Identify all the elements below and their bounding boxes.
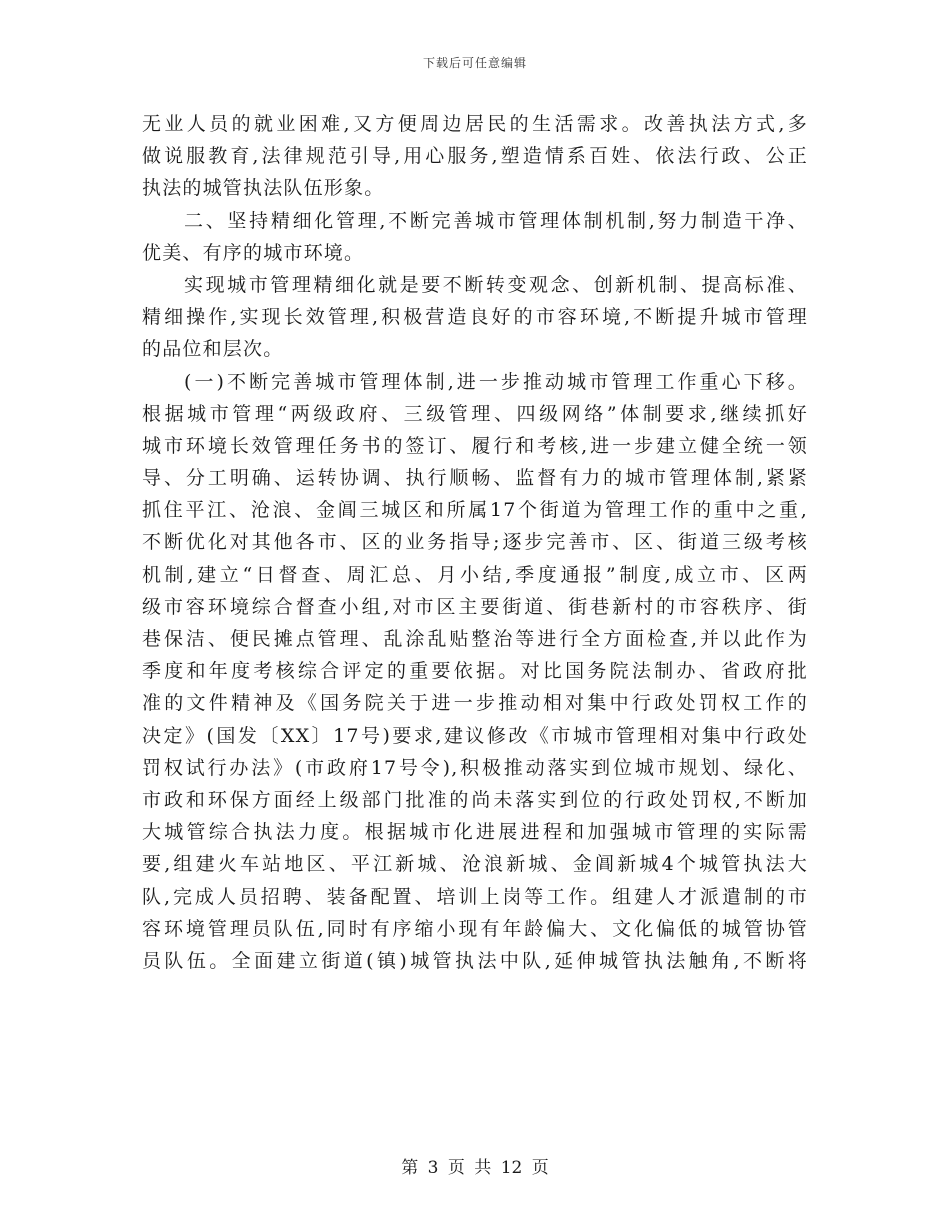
section-heading-line: 优美、有序的城市环境。 [142,241,365,264]
document-body [142,108,808,977]
text-line: 城市环境长效管理任务书的签订、履行和考核,进一步建立健全统一领 [142,434,808,457]
text-line: 季度和年度考核综合评定的重要依据。对比国务院法制办、省政府批 [142,660,808,683]
text-line: 做说服教育,法律规范引导,用心服务,塑造情系百姓、依法行政、公正 [142,145,808,168]
text-line: 决定》(国发〔XX〕17号)要求,建议修改《市城市管理相对集中行政处 [142,724,808,747]
text-line: 队,完成人员招聘、装备配置、培训上岗等工作。组建人才派遣制的市 [142,885,808,908]
text-line: 抓住平江、沧浪、金阊三城区和所属17个街道为管理工作的重中之重, [142,499,808,522]
text-line: 根据城市管理“两级政府、三级管理、四级网络”体制要求,继续抓好 [142,402,808,425]
subsection-heading-line: (一)不断完善城市管理体制,进一步推动城市管理工作重心下移。 [184,370,808,393]
text-line: 员队伍。全面建立街道(镇)城管执法中队,延伸城管执法触角,不断将 [142,949,808,972]
text-line: 机制,建立“日督查、周汇总、月小结,季度通报”制度,成立市、区两 [142,563,808,586]
page-number-footer: 第 3 页 共 12 页 [401,1158,549,1178]
text-line: 的品位和层次。 [142,338,284,361]
text-line: 要,组建火车站地区、平江新城、沧浪新城、金阊新城4个城管执法大 [142,853,808,876]
text-line: 精细操作,实现长效管理,积极营造良好的市容环境,不断提升城市管理 [142,306,808,329]
text-line: 市政和环保方面经上级部门批准的尚未落实到位的行政处罚权,不断加 [142,788,808,811]
text-line: 巷保洁、便民摊点管理、乱涂乱贴整治等进行全方面检查,并以此作为 [142,628,808,650]
section-heading-line: 二、坚持精细化管理,不断完善城市管理体制机制,努力制造干净、 [184,209,808,232]
text-line: 准的文件精神及《国务院关于进一步推动相对集中行政处罚权工作的 [142,692,808,715]
text-line: 实现城市管理精细化就是要不断转变观念、创新机制、提高标准、 [184,273,808,296]
text-line: 不断优化对其他各市、区的业务指导;逐步完善市、区、街道三级考核 [142,531,808,554]
text-line: 罚权试行办法》(市政府17号令),积极推动落实到位城市规划、绿化、 [142,756,808,779]
text-line: 级市容环境综合督查小组,对市区主要街道、街巷新村的市容秩序、街 [142,595,808,618]
text-line: 大城管综合执法力度。根据城市化进展进程和加强城市管理的实际需 [142,821,808,844]
page-header: 下载后可任意编辑 [422,56,527,70]
text-line: 无业人员的就业困难,又方便周边居民的生活需求。改善执法方式,多 [142,113,808,135]
text-line: 执法的城管执法队伍形象。 [142,177,385,200]
text-line: 容环境管理员队伍,同时有序缩小现有年龄偏大、文化偏低的城管协管 [142,917,808,940]
text-line: 导、分工明确、运转协调、执行顺畅、监督有力的城市管理体制,紧紧 [142,467,808,490]
